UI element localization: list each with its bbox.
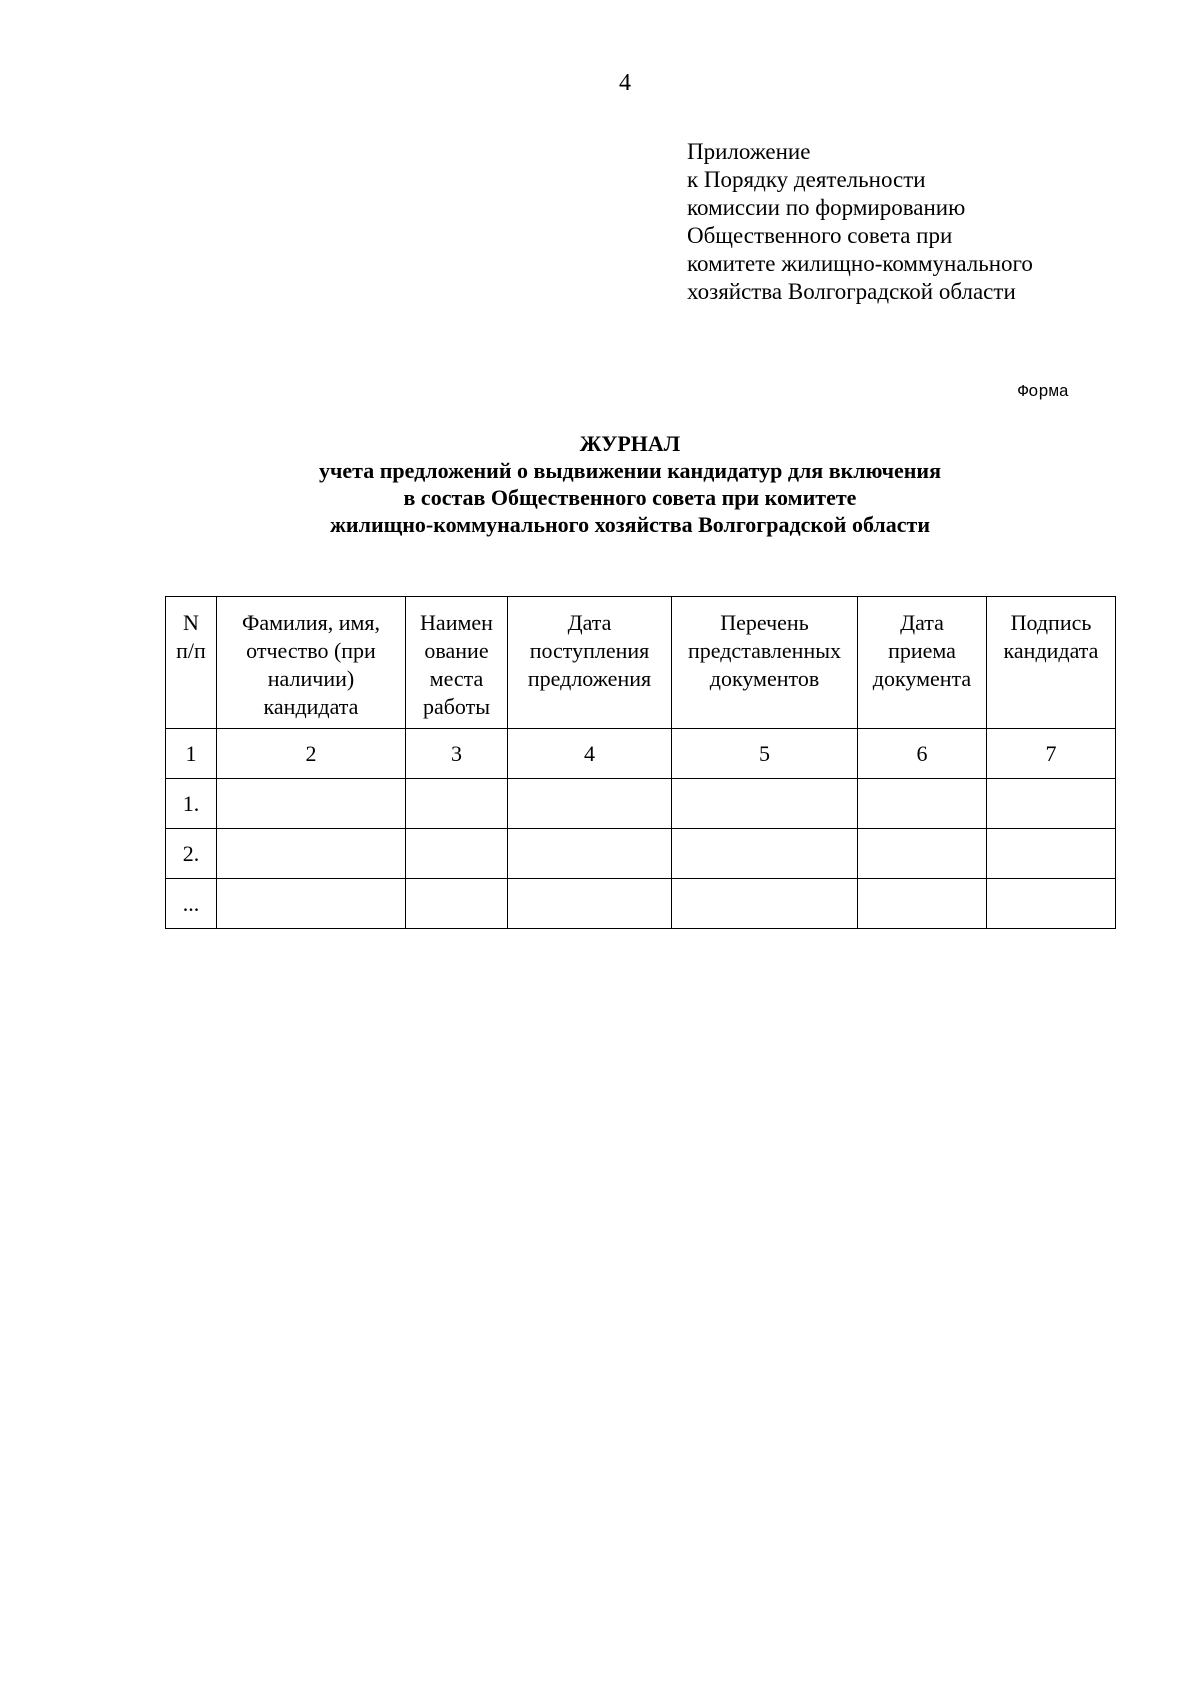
table-cell: [987, 779, 1116, 829]
appendix-line: хозяйства Волгоградской области: [687, 279, 1016, 304]
column-header-line: работы: [422, 694, 491, 719]
title-line: жилищно-коммунального хозяйства Волгоградской области: [329, 512, 931, 537]
table-cell: [217, 779, 406, 829]
column-header-line: представленных: [687, 638, 842, 663]
row-number-cell: ...: [166, 879, 217, 929]
table-cell: [508, 779, 672, 829]
column-header-line: документов: [709, 666, 820, 691]
table-cell: [672, 879, 858, 929]
column-number: 1: [166, 729, 217, 779]
row-number-cell: 1.: [166, 779, 217, 829]
table-cell: [987, 879, 1116, 929]
appendix-line: к Порядку деятельности: [687, 167, 926, 192]
table-cell: [672, 829, 858, 879]
column-number-row: [166, 729, 1116, 779]
column-header-line: кандидата: [263, 694, 359, 719]
appendix-line: комиссии по формированию: [687, 195, 966, 220]
table-cell: [987, 829, 1116, 879]
table-cell: [508, 829, 672, 879]
appendix-line: Приложение: [687, 139, 811, 164]
column-header-line: Дата: [567, 610, 612, 635]
appendix-line: комитете жилищно-коммунального: [687, 251, 1033, 276]
column-header-line: Фамилия, имя,: [241, 610, 381, 635]
column-number: 4: [508, 729, 672, 779]
column-number: 3: [406, 729, 508, 779]
title-line: учета предложений о выдвижении кандидатур для включения: [318, 458, 941, 483]
table-cell: [858, 879, 987, 929]
table-cell: [508, 879, 672, 929]
column-header-line: приема: [888, 638, 956, 663]
column-number: 2: [217, 729, 406, 779]
column-header: [508, 597, 672, 729]
column-header-line: Перечень: [720, 610, 809, 635]
form-label: Форма: [1018, 383, 1070, 402]
column-header-line: документа: [872, 666, 972, 691]
column-header-line: Наимен: [420, 610, 493, 635]
journal-table: [165, 596, 1116, 929]
table-cell: [217, 829, 406, 879]
column-header-line: предложения: [527, 666, 652, 691]
table-row: [166, 779, 1116, 829]
document-title: [160, 430, 1100, 538]
column-header: [166, 597, 217, 729]
appendix-block: [687, 138, 1033, 306]
column-number: 5: [672, 729, 858, 779]
column-header: [406, 597, 508, 729]
page-number: 4: [619, 70, 631, 96]
table-cell: [217, 879, 406, 929]
column-header: [217, 597, 406, 729]
column-number: 6: [858, 729, 987, 779]
column-header-line: ование: [424, 638, 489, 663]
row-number-cell: 2.: [166, 829, 217, 879]
table-cell: [858, 779, 987, 829]
column-header-line: поступления: [529, 638, 650, 663]
title-heading: ЖУРНАЛ: [579, 431, 681, 456]
appendix-line: Общественного совета при: [687, 223, 953, 248]
table-cell: [406, 829, 508, 879]
table-cell: [406, 779, 508, 829]
column-header-line: п/п: [176, 638, 206, 663]
column-header-line: места: [429, 666, 484, 691]
table-header-row: [166, 597, 1116, 729]
title-line: в состав Общественного совета при комитете: [403, 485, 857, 510]
table-cell: [406, 879, 508, 929]
column-header-line: отчество (при: [246, 638, 376, 663]
table-row: [166, 879, 1116, 929]
column-header-line: кандидата: [1003, 638, 1099, 663]
column-header-line: наличии): [267, 666, 355, 691]
table-row: [166, 829, 1116, 879]
column-header-line: N: [183, 610, 199, 635]
column-header: [672, 597, 858, 729]
column-number: 7: [987, 729, 1116, 779]
table-cell: [858, 829, 987, 879]
column-header: [858, 597, 987, 729]
column-header-line: Подпись: [1010, 610, 1092, 635]
column-header-line: Дата: [900, 610, 944, 635]
column-header: [987, 597, 1116, 729]
table-cell: [672, 779, 858, 829]
